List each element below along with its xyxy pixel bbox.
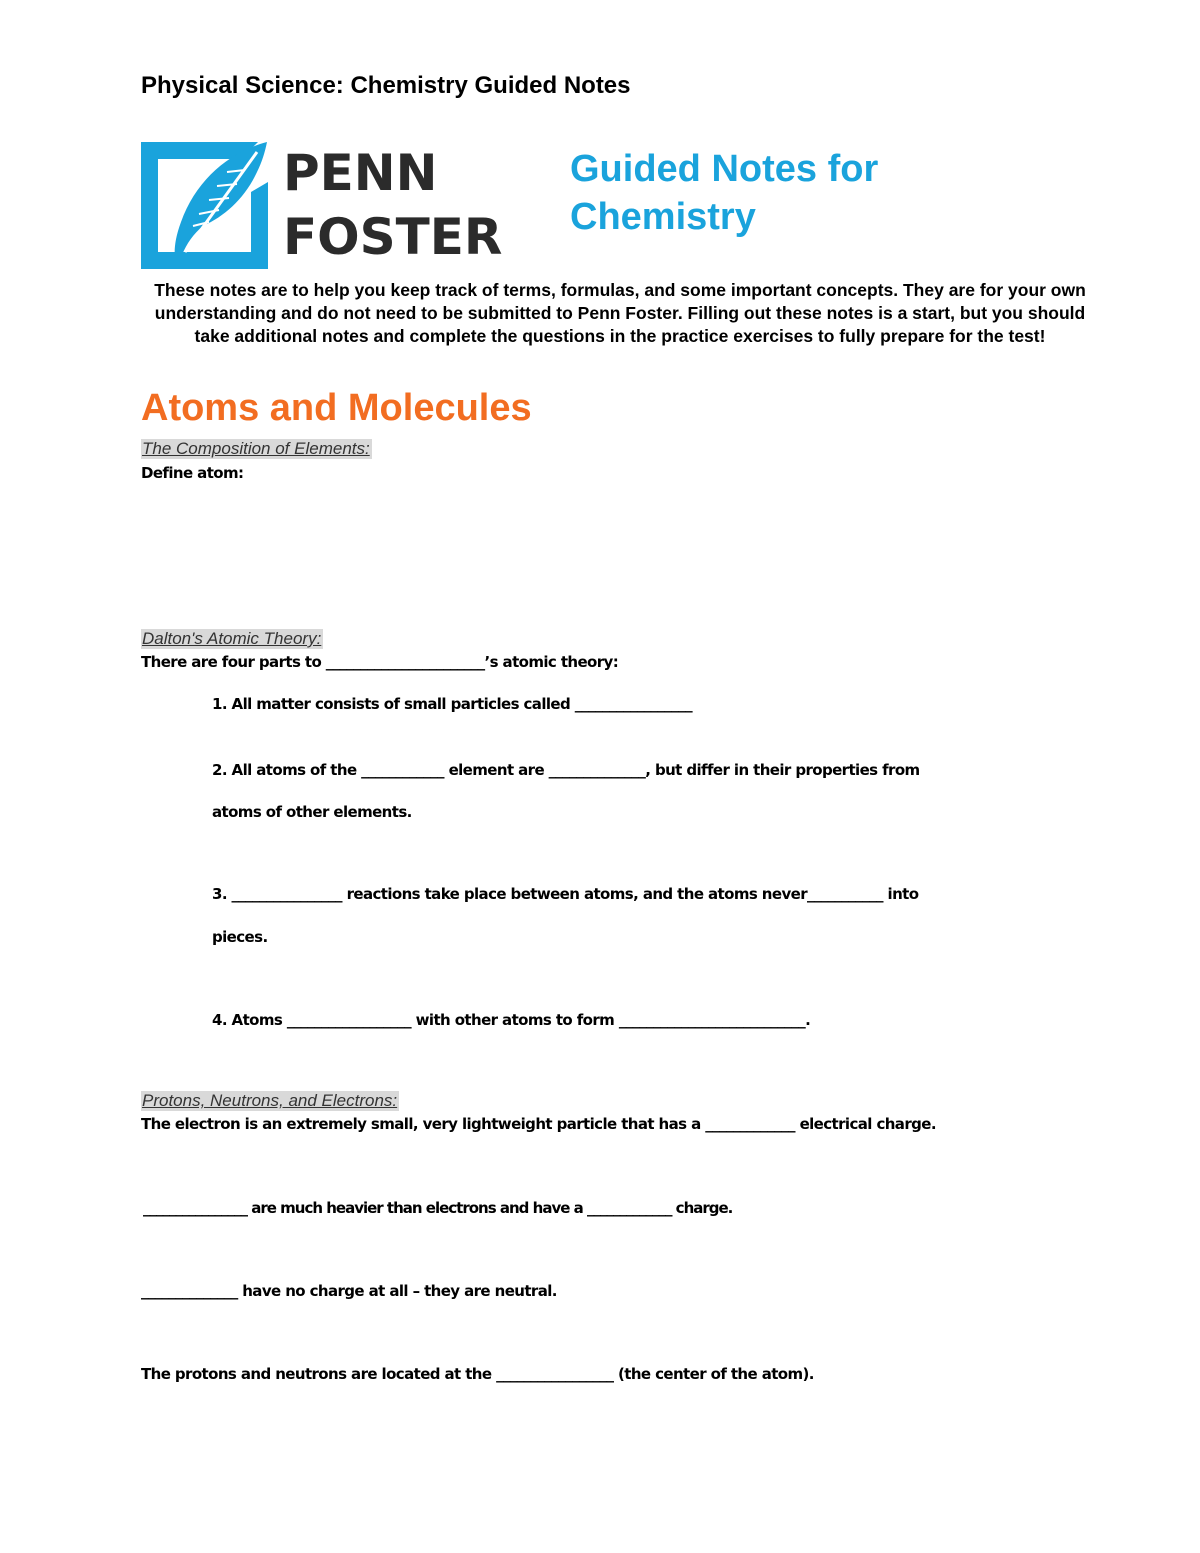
dalton-item-4: 4. Atoms __________________ with other atoms to form ___________________________.	[212, 1011, 811, 1029]
define-atom-prompt: Define atom:	[141, 464, 244, 482]
dalton-item-3-cont: pieces.	[212, 928, 268, 946]
intro-paragraph: These notes are to help you keep track of terms, formulas, and some important concepts. They are for your own understanding and do not need to be submitted to Penn Foster. Filling out these notes is a start, but you should take additional notes and complete the questions in the practice exercises to fully prepare for the test!	[154, 280, 1086, 346]
section-heading: Atoms and Molecules	[141, 387, 532, 429]
dalton-item-2-cont: atoms of other elements.	[212, 803, 412, 821]
subhead-composition: The Composition of Elements:	[142, 439, 370, 458]
protons-statement: ________________ are much heavier than electrons and have a _____________ charge.	[143, 1199, 733, 1217]
dalton-intro: There are four parts to _______________________’s atomic theory:	[141, 653, 619, 671]
nucleus-statement: The protons and neutrons are located at the _________________ (the center of the atom).	[141, 1365, 814, 1383]
guided-heading-line1: Guided Notes for	[570, 148, 879, 190]
logo-word-penn: PENN	[283, 144, 438, 202]
guided-heading-line2: Chemistry	[570, 196, 756, 238]
dalton-item-2: 2. All atoms of the ____________ element are ______________, but differ in their properties from	[212, 761, 920, 779]
subhead-dalton: Dalton's Atomic Theory:	[142, 629, 322, 648]
dalton-item-1: 1. All matter consists of small particles called _________________	[212, 695, 693, 713]
document-title: Physical Science: Chemistry Guided Notes	[141, 72, 631, 99]
neutrons-statement: ______________ have no charge at all – they are neutral.	[141, 1282, 557, 1300]
logo-word-foster: FOSTER	[283, 208, 503, 266]
penn-foster-logo-mark	[141, 142, 268, 269]
electron-statement: The electron is an extremely small, very lightweight particle that has a _____________ electrical charge.	[141, 1115, 936, 1133]
guided-notes-heading	[570, 145, 970, 241]
dalton-item-3: 3. ________________ reactions take place between atoms, and the atoms never___________ into	[212, 885, 919, 903]
subhead-particles: Protons, Neutrons, and Electrons:	[142, 1091, 398, 1110]
feather-icon	[141, 142, 268, 269]
